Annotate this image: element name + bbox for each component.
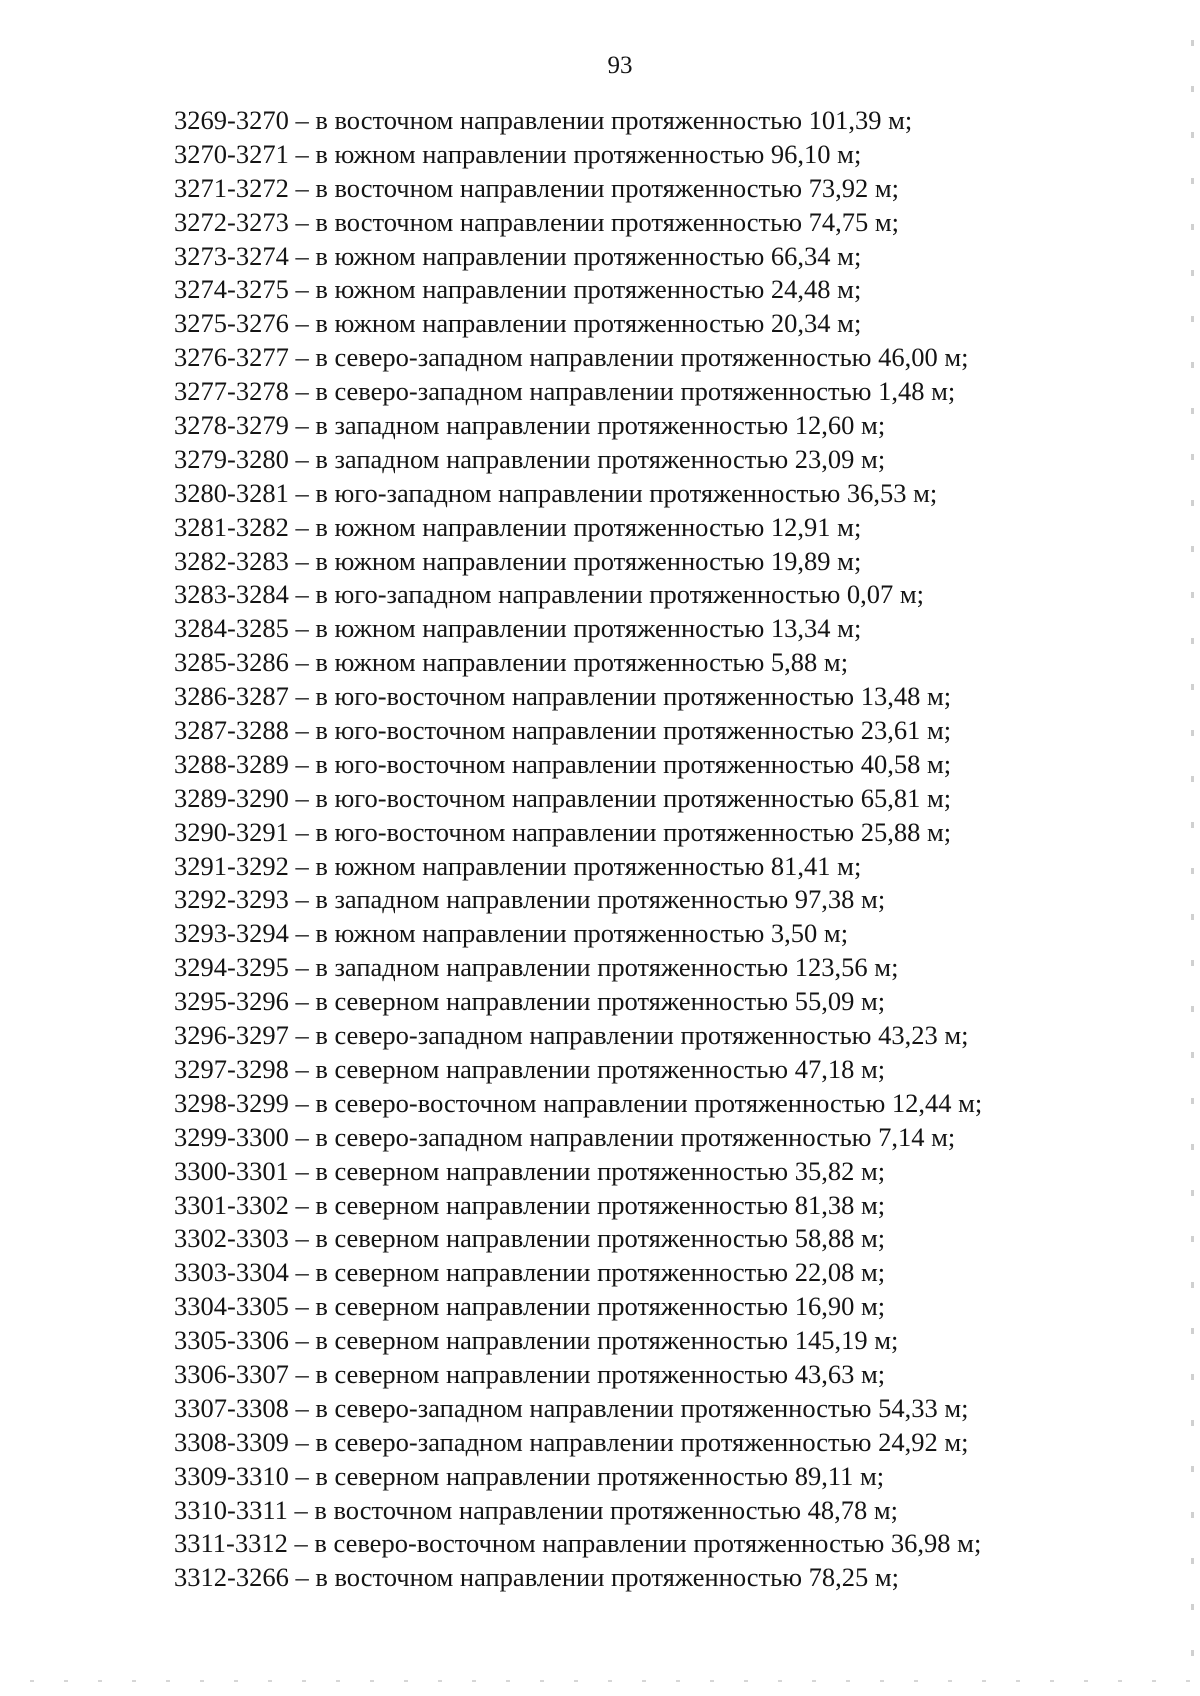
boundary-segment-line: 3289-3290 – в юго-восточном направлении протяженностью 65,81 м; [174, 782, 952, 813]
boundary-segment-line: 3281-3282 – в южном направлении протяженностью 12,91 м; [174, 511, 862, 542]
scan-bottom-artifact [0, 1680, 1200, 1682]
boundary-segment-line: 3292-3293 – в западном направлении протяженностью 97,38 м; [174, 884, 886, 915]
boundary-segment-line: 3270-3271 – в южном направлении протяженностью 96,10 м; [174, 138, 862, 169]
boundary-segment-line: 3293-3294 – в южном направлении протяженностью 3,50 м; [174, 918, 849, 949]
boundary-segment-line: 3306-3307 – в северном направлении протяженностью 43,63 м; [174, 1358, 886, 1389]
boundary-segment-line: 3305-3306 – в северном направлении протяженностью 145,19 м; [174, 1325, 899, 1356]
boundary-segment-line: 3283-3284 – в юго-западном направлении протяженностью 0,07 м; [174, 579, 925, 610]
boundary-segment-list [174, 104, 1074, 1595]
boundary-segment-line: 3309-3310 – в северном направлении протяженностью 89,11 м; [174, 1460, 885, 1491]
boundary-segment-line: 3291-3292 – в южном направлении протяженностью 81,41 м; [174, 850, 862, 881]
boundary-segment-line: 3308-3309 – в северо-западном направлении протяженностью 24,92 м; [174, 1426, 969, 1457]
boundary-segment-line: 3275-3276 – в южном направлении протяженностью 20,34 м; [174, 308, 862, 339]
boundary-segment-line: 3307-3308 – в северо-западном направлении протяженностью 54,33 м; [174, 1392, 969, 1423]
boundary-segment-line: 3287-3288 – в юго-восточном направлении протяженностью 23,61 м; [174, 715, 952, 746]
boundary-segment-line: 3303-3304 – в северном направлении протяженностью 22,08 м; [174, 1257, 886, 1288]
boundary-segment-line: 3282-3283 – в южном направлении протяженностью 19,89 м; [174, 545, 862, 576]
boundary-segment-line: 3272-3273 – в восточном направлении протяженностью 74,75 м; [174, 206, 899, 237]
boundary-segment-line: 3296-3297 – в северо-западном направлении протяженностью 43,23 м; [174, 1020, 969, 1051]
boundary-segment-line: 3285-3286 – в южном направлении протяженностью 5,88 м; [174, 647, 849, 678]
boundary-segment-line: 3294-3295 – в западном направлении протяженностью 123,56 м; [174, 952, 899, 983]
page-number: 93 [607, 52, 633, 79]
boundary-segment-line: 3310-3311 – в восточном направлении протяженностью 48,78 м; [174, 1494, 899, 1525]
boundary-segment-line: 3299-3300 – в северо-западном направлении протяженностью 7,14 м; [174, 1121, 956, 1152]
boundary-segment-line: 3297-3298 – в северном направлении протяженностью 47,18 м; [174, 1053, 886, 1084]
boundary-segment-line: 3298-3299 – в северо-восточном направлении протяженностью 12,44 м; [174, 1087, 983, 1118]
boundary-segment-line: 3311-3312 – в северо-восточном направлении протяженностью 36,98 м; [174, 1528, 982, 1559]
boundary-segment-line: 3278-3279 – в западном направлении протяженностью 12,60 м; [174, 410, 886, 441]
boundary-segment-line: 3300-3301 – в северном направлении протяженностью 35,82 м; [174, 1155, 886, 1186]
boundary-segment-line: 3301-3302 – в северном направлении протяженностью 81,38 м; [174, 1189, 886, 1220]
boundary-segment-line: 3276-3277 – в северо-западном направлении протяженностью 46,00 м; [174, 342, 969, 373]
boundary-segment-line: 3277-3278 – в северо-западном направлении протяженностью 1,48 м; [174, 376, 956, 407]
boundary-segment-line: 3286-3287 – в юго-восточном направлении протяженностью 13,48 м; [174, 681, 952, 712]
boundary-segment-line: 3271-3272 – в восточном направлении протяженностью 73,92 м; [174, 172, 899, 203]
boundary-segment-line: 3273-3274 – в южном направлении протяженностью 66,34 м; [174, 240, 862, 271]
scan-edge-artifact [1191, 0, 1194, 1696]
boundary-segment-line: 3269-3270 – в восточном направлении протяженностью 101,39 м; [174, 105, 913, 135]
boundary-segment-line: 3312-3266 – в восточном направлении протяженностью 78,25 м; [174, 1562, 899, 1593]
boundary-segment-line: 3290-3291 – в юго-восточном направлении протяженностью 25,88 м; [174, 816, 952, 847]
boundary-segment-line: 3274-3275 – в южном направлении протяженностью 24,48 м; [174, 274, 862, 305]
boundary-segment-line: 3279-3280 – в западном направлении протяженностью 23,09 м; [174, 443, 886, 474]
boundary-segment-line: 3284-3285 – в южном направлении протяженностью 13,34 м; [174, 613, 862, 644]
boundary-segment-line: 3302-3303 – в северном направлении протяженностью 58,88 м; [174, 1223, 886, 1254]
boundary-segment-line: 3304-3305 – в северном направлении протяженностью 16,90 м; [174, 1291, 886, 1322]
boundary-segment-line: 3280-3281 – в юго-западном направлении протяженностью 36,53 м; [174, 477, 938, 508]
boundary-segment-line: 3288-3289 – в юго-восточном направлении протяженностью 40,58 м; [174, 748, 952, 779]
boundary-segment-line: 3295-3296 – в северном направлении протяженностью 55,09 м; [174, 986, 886, 1017]
